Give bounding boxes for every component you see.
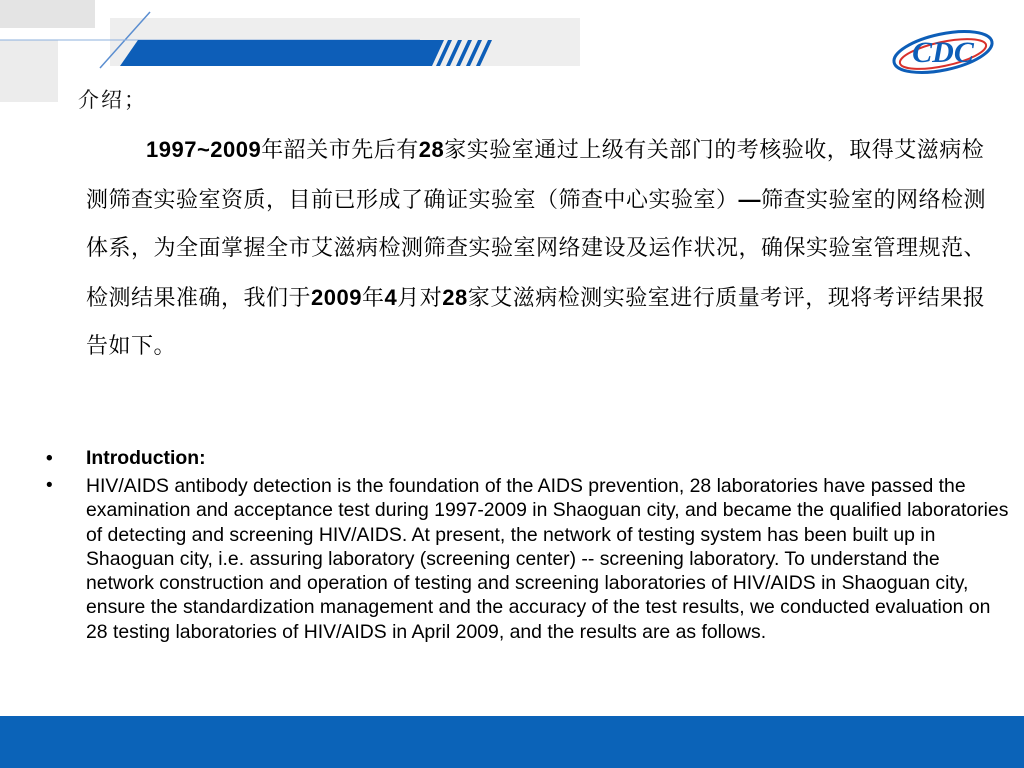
paragraph-text: 月对 (397, 285, 443, 311)
cdc-logo-lettering: CDC (912, 36, 974, 69)
bullet: • (46, 448, 53, 469)
chinese-paragraph (86, 126, 1006, 372)
paragraph-text: 筛查实验室的网络检测体系，为全面掌握全市艾滋病检测筛查实验室网络建设及运作状况，确保实验室管理规范、检测结果准确，我们于 (86, 187, 987, 311)
footer-bar (0, 716, 1024, 768)
paragraph-number: 1997~2009 (146, 137, 262, 162)
paragraph-number: — (738, 186, 762, 212)
bullet: • (46, 475, 53, 496)
english-heading: Introduction: (86, 447, 206, 469)
cdc-logo (888, 26, 998, 78)
paragraph-text: 年韶关市先后有 (261, 138, 419, 163)
paragraph-number: 4 (384, 284, 398, 310)
chinese-heading: 介绍； (78, 88, 147, 112)
paragraph-number: 28 (418, 137, 445, 162)
english-list (46, 446, 1010, 644)
header-grey-panel-left (0, 40, 58, 102)
paragraph-text: 年 (361, 285, 385, 311)
header-grey-panel-top-left (0, 0, 95, 28)
header-blue-bar (120, 40, 444, 66)
paragraph-text: 家艾滋病检测实验室进行质量考评，现将考评结果报告如下。 (86, 285, 986, 359)
english-list-item-body (46, 474, 1010, 644)
english-list-item-heading (46, 446, 1010, 471)
paragraph-number: 2009 (311, 284, 362, 310)
paragraph-number: 28 (442, 284, 468, 310)
english-body: HIV/AIDS antibody detection is the foundation of the AIDS prevention, 28 laboratories have passed the examination and acceptance test during 1997-2009 in Shaoguan city, and became the qualified laboratories of detecting and screening HIV/AIDS. At present, the network of testing system has been built up in Shaoguan city, i.e. assuring laboratory (screening center) -- screening laboratory. To understand the network construction and operation of testing and screening laboratories of HIV/AIDS in Shaoguan city, ensure the standardization management and the accuracy of the test results, we conducted evaluation on 28 testing laboratories of HIV/AIDS in April 2009, and the results are as follows. (86, 475, 1009, 643)
paragraph-text: 家实验室通过上级有关部门的考核验收，取得艾滋病检测筛查实验室资质，目前已形成了确证实验室（筛查中心实验室） (86, 138, 985, 213)
